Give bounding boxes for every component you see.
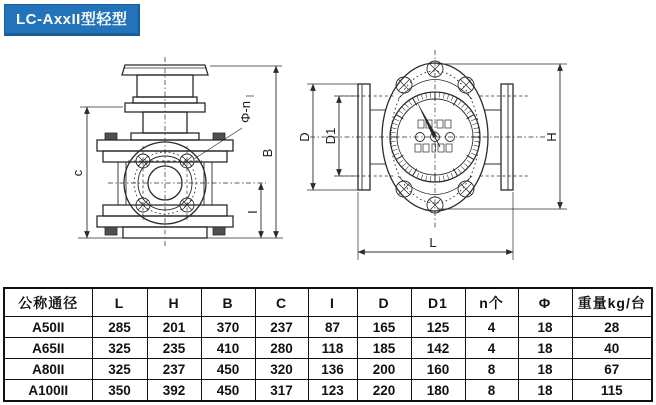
column-header: Φ (518, 288, 572, 317)
table-cell: 370 (201, 317, 255, 338)
table-cell: 142 (411, 338, 465, 359)
table-cell: 87 (308, 317, 357, 338)
table-cell: A100II (4, 380, 92, 402)
bolt-spec-label: Φ-n (238, 101, 253, 123)
dim-label-D1: D1 (323, 127, 338, 145)
table-cell: 201 (147, 317, 201, 338)
table-row (4, 380, 652, 402)
table-cell: 237 (255, 317, 308, 338)
table-cell: 40 (572, 338, 652, 359)
table-cell: 185 (357, 338, 411, 359)
column-header: C (255, 288, 308, 317)
table-header-row (4, 288, 652, 317)
table-cell: 136 (308, 359, 357, 380)
dim-label-D: D (297, 132, 312, 142)
bolt-hole (136, 154, 150, 168)
dim-label-I: I (245, 210, 260, 214)
table-cell: 285 (92, 317, 147, 338)
table-cell: 220 (357, 380, 411, 402)
dimension-I (245, 183, 261, 238)
table-cell: 118 (308, 338, 357, 359)
table-row (4, 338, 652, 359)
table-cell: 8 (465, 380, 518, 402)
front-view-drawing (70, 57, 283, 248)
table-cell: 4 (465, 317, 518, 338)
table-cell: 18 (518, 380, 572, 402)
column-header: H (147, 288, 201, 317)
table-cell: 392 (147, 380, 201, 402)
table-cell: 180 (411, 380, 465, 402)
table-cell: 280 (255, 338, 308, 359)
page-title: LC-AxxII型轻型 (4, 4, 140, 36)
bolt-icon (396, 77, 412, 93)
dim-label-B: B (260, 148, 275, 158)
table-cell: 320 (255, 359, 308, 380)
table-cell: 125 (411, 317, 465, 338)
table-cell: A65II (4, 338, 92, 359)
dimension-L (358, 192, 513, 260)
spec-table (3, 287, 653, 402)
column-header: I (308, 288, 357, 317)
table-cell: A80II (4, 359, 92, 380)
side-view-drawing (297, 50, 567, 260)
inlet-flange-face (124, 142, 206, 224)
column-header: n个 (465, 288, 518, 317)
bolt-icon (396, 181, 412, 197)
column-header: 重量kg/台 (572, 288, 652, 317)
table-cell: 67 (572, 359, 652, 380)
table-cell: 410 (201, 338, 255, 359)
table-cell: 28 (572, 317, 652, 338)
table-cell: 115 (572, 380, 652, 402)
table-cell: 325 (92, 359, 147, 380)
table-cell: 200 (357, 359, 411, 380)
column-header: D1 (411, 288, 465, 317)
column-header: 公称通径 (4, 288, 92, 317)
table-cell: 160 (411, 359, 465, 380)
dim-label-H: H (544, 132, 559, 142)
table-cell: 450 (201, 359, 255, 380)
column-header: B (201, 288, 255, 317)
table-cell: 123 (308, 380, 357, 402)
table-cell: 350 (92, 380, 147, 402)
table-cell: 18 (518, 317, 572, 338)
table-cell: A50II (4, 317, 92, 338)
column-header: L (92, 288, 147, 317)
dial-needle (416, 100, 440, 147)
bolt-spec-callout (194, 96, 254, 159)
table-cell: 235 (147, 338, 201, 359)
table-cell: 165 (357, 317, 411, 338)
table-row (4, 317, 652, 338)
dim-label-L: L (429, 235, 437, 250)
dim-label-c: c (70, 169, 85, 177)
table-cell: 325 (92, 338, 147, 359)
table-cell: 450 (201, 380, 255, 402)
table-cell: 18 (518, 338, 572, 359)
dimension-D1 (323, 96, 358, 176)
table-cell: 317 (255, 380, 308, 402)
column-header: D (357, 288, 411, 317)
table-cell: 18 (518, 359, 572, 380)
table-cell: 8 (465, 359, 518, 380)
table-cell: 237 (147, 359, 201, 380)
table-row (4, 359, 652, 380)
table-cell: 4 (465, 338, 518, 359)
